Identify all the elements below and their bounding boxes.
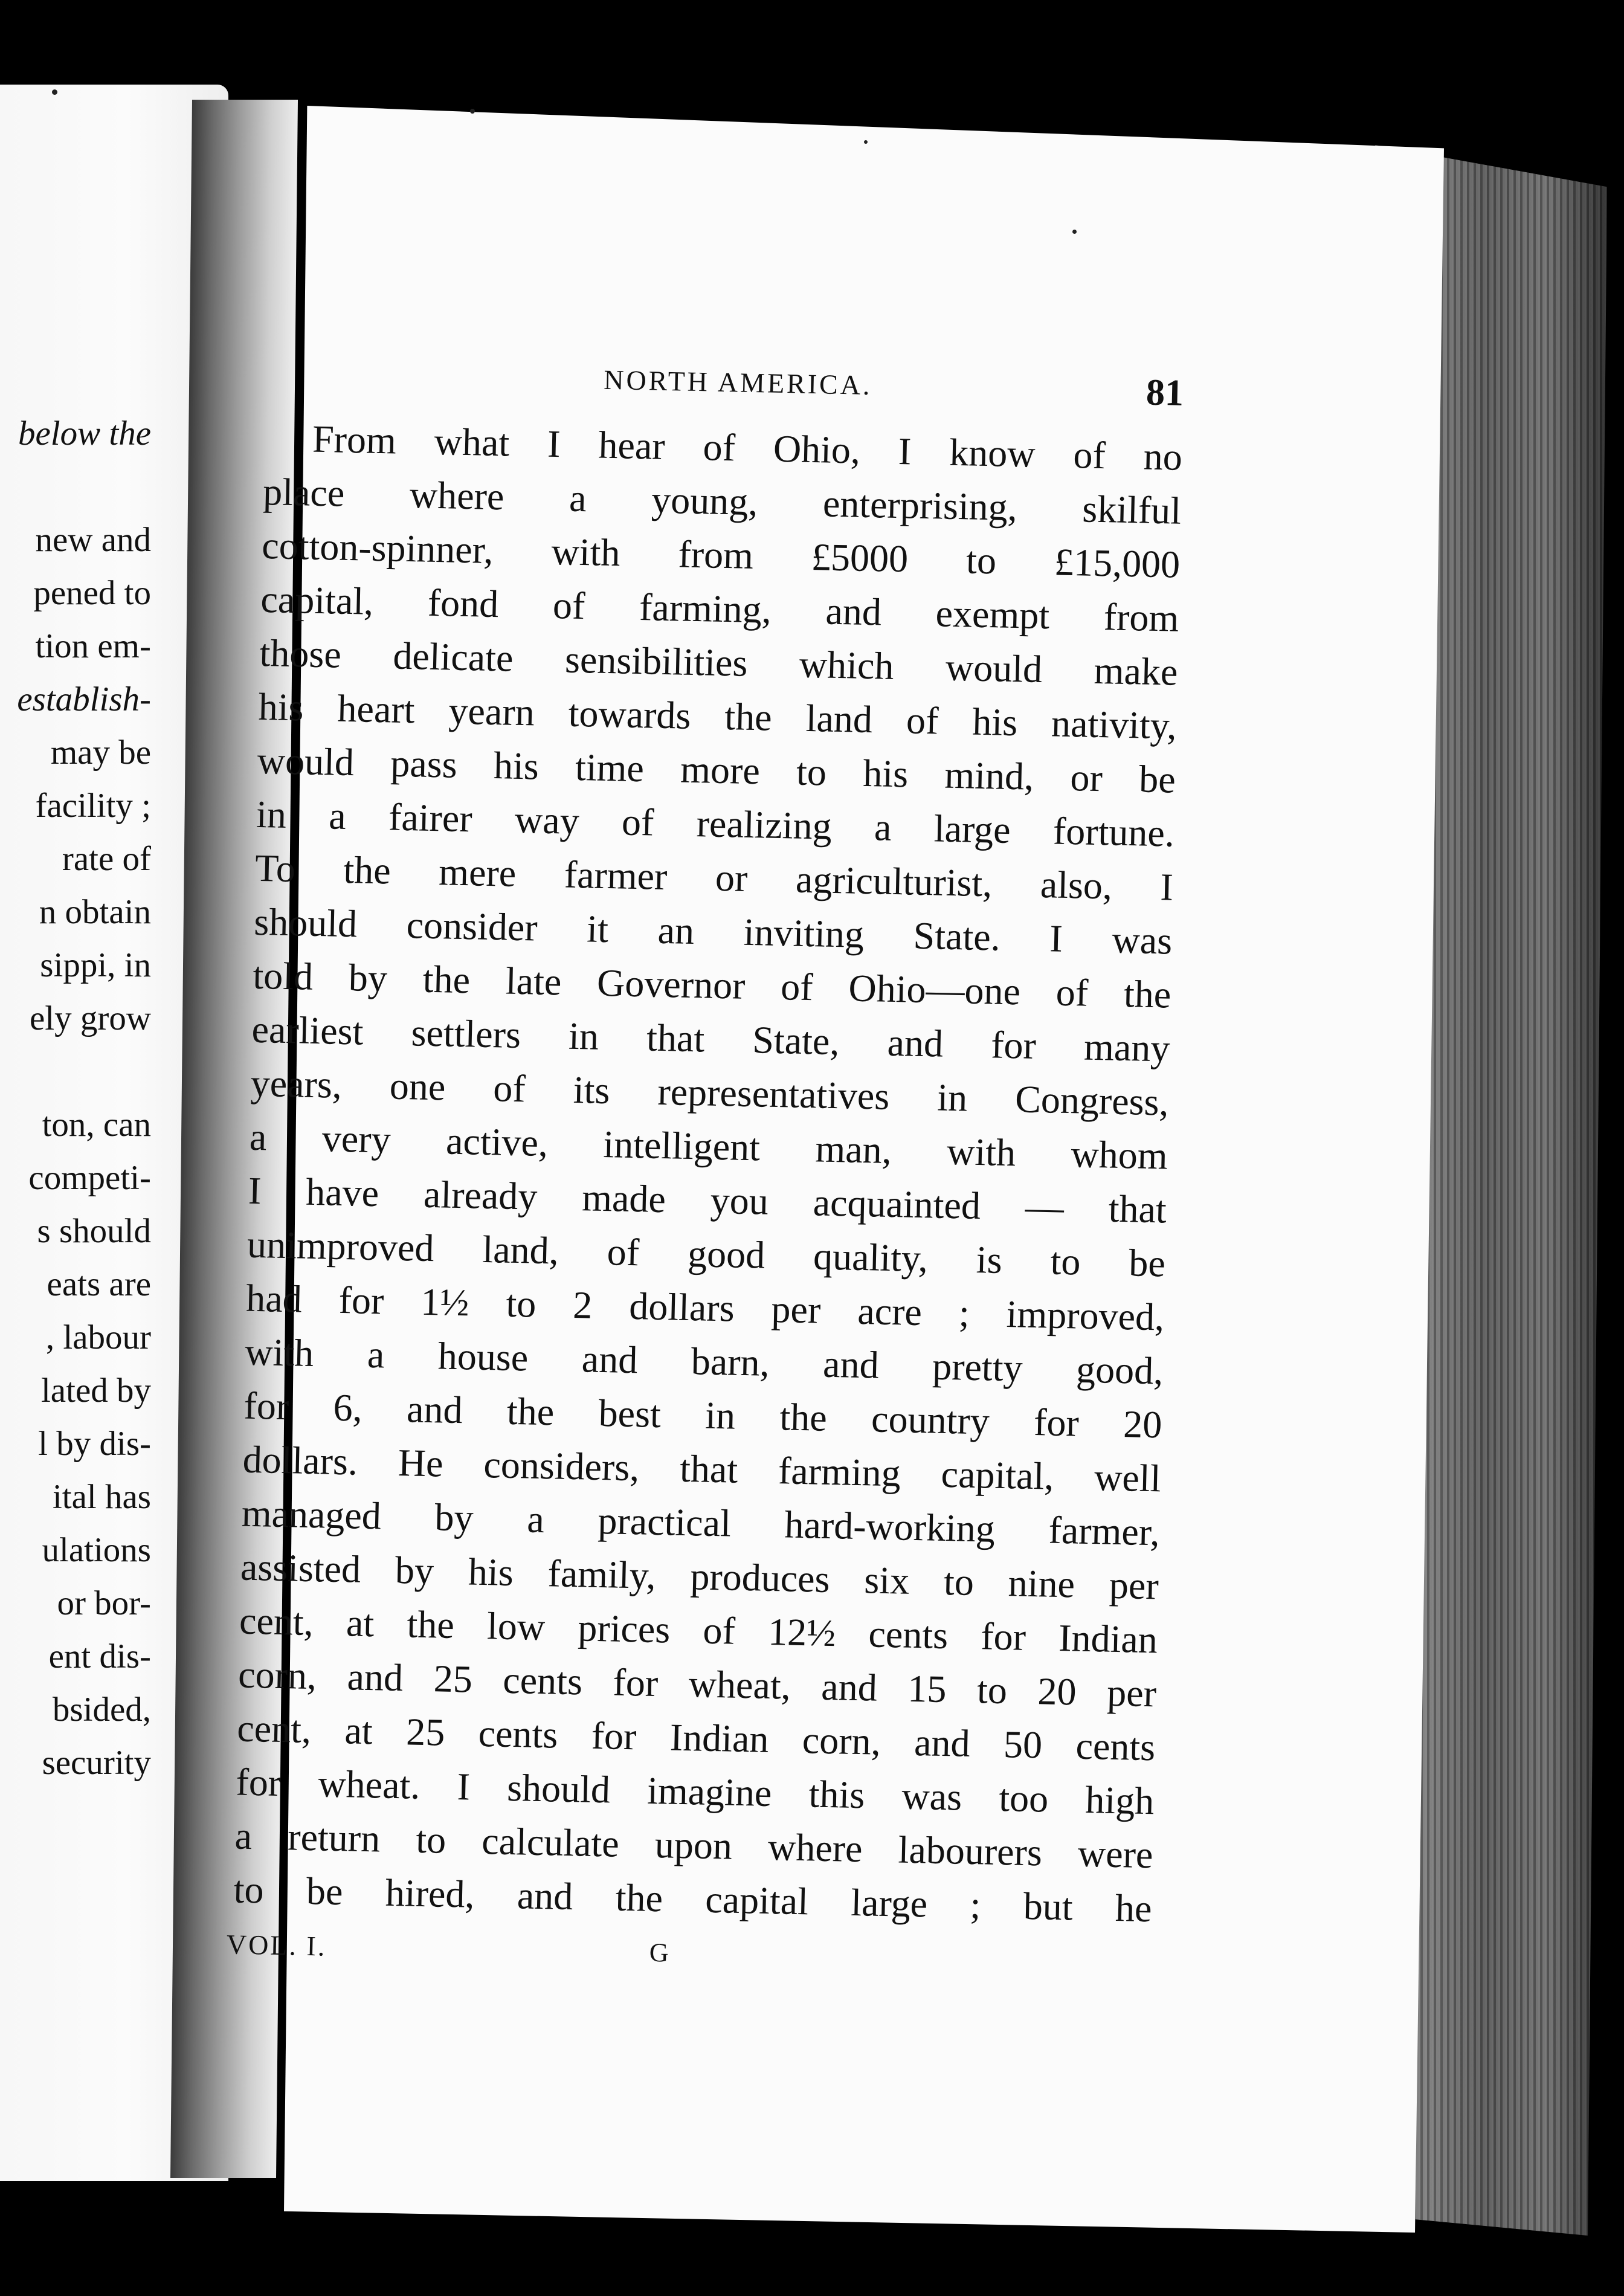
text-line: earliest settlers in that State, and for many <box>251 1007 1171 1070</box>
text-line: those delicate sensibilities which would make <box>259 631 1179 694</box>
text-line: a return to calculate upon where labourers were <box>234 1814 1154 1877</box>
volume-label: VOL. I. <box>226 1929 327 1962</box>
left-text-line: bsided, <box>52 1691 151 1729</box>
text-line: unimproved land, of good quality, is to be <box>246 1222 1166 1285</box>
dust-speck <box>52 89 57 95</box>
text-line: dollars. He considers, that farming capital, well <box>242 1437 1162 1500</box>
left-text-line: security <box>42 1744 151 1782</box>
page-number: 81 <box>1146 372 1184 414</box>
left-text-line: ton, can <box>42 1106 151 1144</box>
running-head: NORTH AMERICA. <box>603 364 873 401</box>
left-text-line: or bor- <box>57 1584 151 1622</box>
left-text-line: eats are <box>47 1265 151 1303</box>
left-text-line: facility ; <box>35 787 151 825</box>
left-text-line: , labour <box>45 1318 151 1356</box>
left-text-line: n obtain <box>39 893 151 931</box>
left-text-line: ulations <box>42 1531 151 1569</box>
text-line: for 6, and the best in the country for 20 <box>243 1384 1163 1446</box>
left-text-line: competi- <box>28 1159 151 1197</box>
text-line: to be hired, and the capital large ; but he <box>233 1868 1153 1930</box>
text-line: assisted by his family, produces six to nine per <box>240 1545 1159 1608</box>
text-line: should consider it an inviting State. I was <box>253 900 1173 963</box>
text-line: for wheat. I should imagine this was too high <box>235 1760 1155 1823</box>
dust-speck <box>864 140 868 144</box>
text-line: cent, at 25 cents for Indian corn, and 50 cents <box>236 1706 1156 1769</box>
signature-mark: G <box>649 1937 669 1968</box>
text-line: capital, fond of farming, and exempt from <box>260 577 1180 640</box>
left-text-line: ital has <box>52 1478 151 1516</box>
text-line: had for 1½ to 2 dollars per acre ; improved, <box>245 1276 1165 1339</box>
left-text-line: ely grow <box>29 999 151 1037</box>
text-line: managed by a practical hard-working farmer, <box>241 1491 1161 1554</box>
text-line: told by the late Governor of Ohio—one of the <box>252 953 1171 1016</box>
text-line: with a house and barn, and pretty good, <box>244 1330 1164 1393</box>
dust-speck <box>470 109 475 114</box>
text-line: From what I hear of Ohio, I know of no <box>312 417 1183 479</box>
text-line: I have already made you acquainted — that <box>248 1169 1167 1231</box>
right-page-text <box>226 356 1184 1997</box>
left-text-line: may be <box>50 734 151 772</box>
text-line: place where a young, enterprising, skilful <box>262 469 1182 532</box>
text-line: cotton-spinner, with from £5000 to £15,000 <box>261 523 1181 586</box>
left-text-line: ent dis- <box>48 1637 151 1675</box>
left-text-line: l by dis- <box>38 1425 151 1463</box>
left-text-line: tion em- <box>35 627 151 665</box>
body-text <box>233 411 1183 1935</box>
text-line: cent, at the low prices of 12½ cents for Indian <box>239 1599 1158 1662</box>
text-line: a very active, intelligent man, with whom <box>249 1115 1168 1178</box>
left-text-line: new and <box>35 521 151 559</box>
left-text-line: rate of <box>62 840 151 878</box>
left-text-line: pened to <box>33 574 151 612</box>
text-line: would pass his time more to his mind, or be <box>257 738 1176 801</box>
text-line: corn, and 25 cents for wheat, and 15 to 20 per <box>237 1653 1157 1715</box>
left-text-line: s should <box>37 1212 151 1250</box>
text-line: in a fairer way of realizing a large fortune. <box>256 792 1175 855</box>
left-text-line: establish- <box>17 680 151 718</box>
text-line: years, one of its representatives in Congress, <box>250 1061 1170 1124</box>
text-line: To the mere farmer or agriculturist, also, I <box>254 846 1174 909</box>
dust-speck <box>1072 230 1077 234</box>
text-line: his heart yearn towards the land of his nativity, <box>258 685 1178 747</box>
left-text-line: sippi, in <box>40 946 151 984</box>
left-text-line: lated by <box>40 1372 151 1410</box>
left-text-line: below the <box>18 414 151 453</box>
